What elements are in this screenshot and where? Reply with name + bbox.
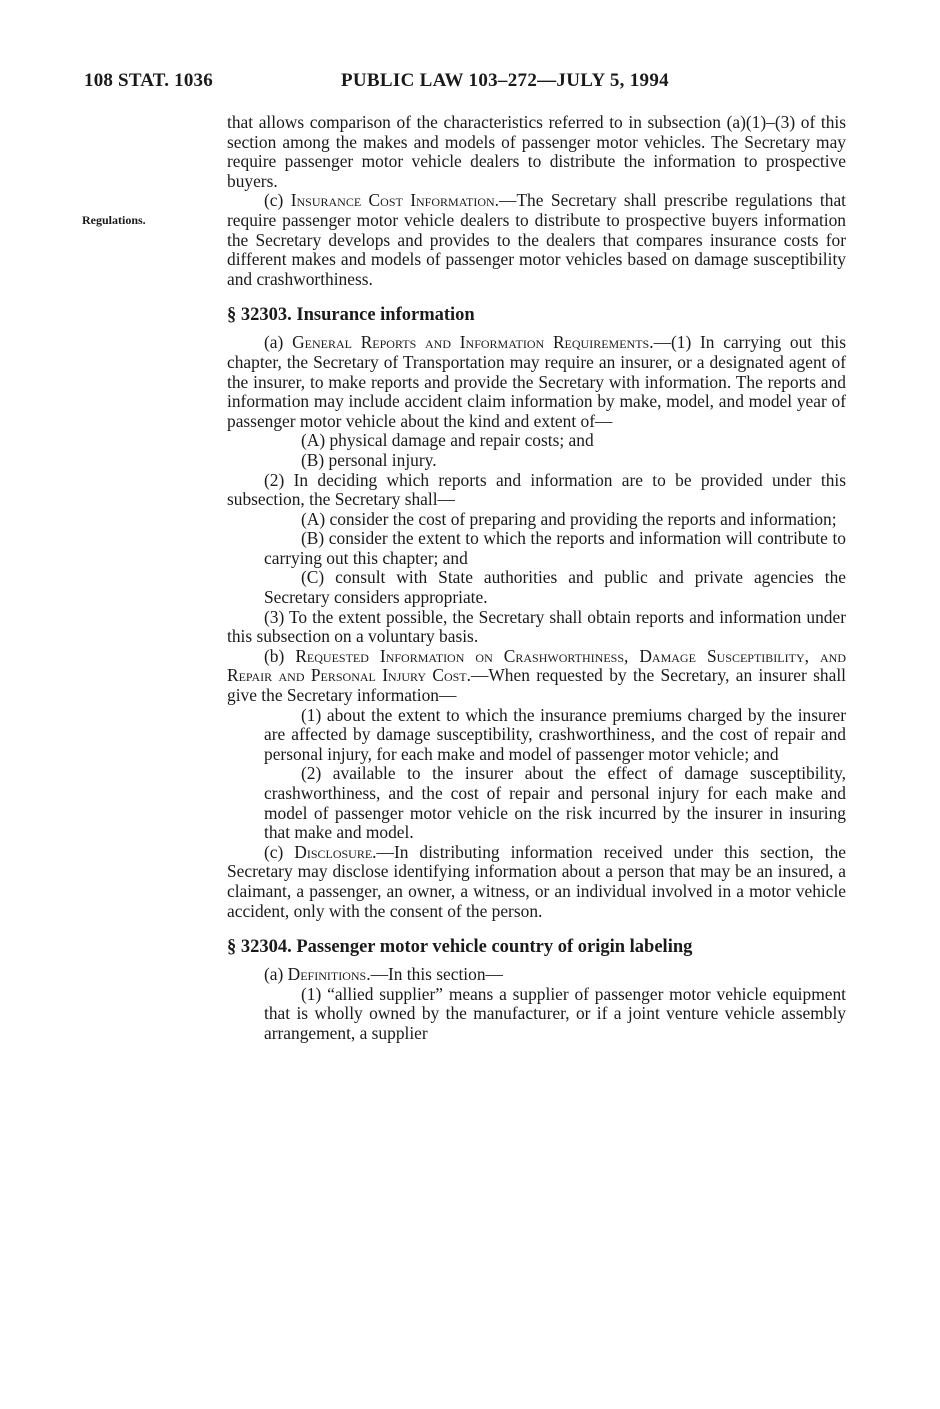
paragraph-text: —The Secretary shall prescribe regulations that require passenger motor vehicle dealers to distribute to prospective buyers information the Secretary develops and provides to the dealers that compares insurance costs for different makes and models of passenger motor vehicles based on damage susceptibility and crashworthiness. [227, 190, 847, 289]
paragraph-a-3: (3) To the extent possible, the Secretary shall obtain reports and information under this subsection on a voluntary basis. [227, 606, 846, 647]
paragraph-insurance-cost-information [227, 191, 846, 289]
subsection-text: —In distributing information received under this section, the Secretary may disclose identifying information about a person that may be an insured, a claimant, a passenger, an owner, a witness, or an individual involved in a motor vehicle accident, only with the consent of the person. [227, 841, 846, 921]
clause-a2-A: (A) consider the cost of preparing and providing the reports and information; [301, 508, 837, 529]
paragraph-continuation: that allows comparison of the characteristics referred to in subsection (a)(1)–(3) of this section among the makes and models of passenger motor vehicles. The Secretary may require passenger motor vehicle dealers to distribute the information to prospective buyers. [227, 112, 846, 191]
subsection-heading: Definitions. [287, 964, 371, 985]
subsection-label: (b) [264, 645, 296, 666]
subsection-label: (c) [264, 841, 295, 862]
document-body [227, 113, 846, 1044]
clause-a2-C: (C) consult with State authorities and public and private agencies the Secretary considers appropriate. [264, 567, 846, 608]
subsection-label: (a) [264, 964, 288, 985]
clause-b-1: (1) about the extent to which the insurance premiums charged by the insurer are affected by damage susceptibility, crashworthiness, and the cost of repair and personal injury, for each make and model of passenger motor vehicle; and [264, 704, 846, 764]
page-header [84, 70, 880, 98]
clause-a-A: (A) physical damage and repair costs; and [301, 430, 594, 451]
subsection-text: —(1) In carrying out this chapter, the Secretary of Transportation may require an insurer, or a designated agent of the insurer, to make reports and provide the Secretary with information. The reports and information may include accident claim information by make, model, and model year of passenger motor vehicle about the kind and extent of— [227, 332, 847, 431]
subsection-text: —When requested by the Secretary, an insurer shall give the Secretary information— [227, 665, 847, 706]
paragraph-heading: Insurance Cost Information. [290, 190, 500, 211]
statute-page-reference: 108 STAT. 1036 [84, 70, 213, 91]
margin-note-regulations: Regulations. [82, 213, 146, 227]
paragraph-a-2: (2) In deciding which reports and information are to be provided under this subsection, the Secretary shall— [227, 469, 846, 510]
clause-b-2: (2) available to the insurer about the effect of damage susceptibility, crashworthiness, and the cost of repair and personal injury for each make and model of passenger motor vehicle on the risk incurred by the insurer in insuring that make and model. [264, 763, 846, 843]
subsection-heading: General Reports and Information Requirements. [292, 332, 654, 353]
subsection-a-definitions [227, 965, 846, 985]
running-title: PUBLIC LAW 103–272—JULY 5, 1994 [341, 70, 669, 91]
subsection-c-disclosure [227, 843, 846, 921]
section-heading-32304: § 32304. Passenger motor vehicle country of origin labeling [227, 937, 693, 958]
clause-a2-B: (B) consider the extent to which the reports and information will contribute to carrying out this chapter; and [264, 528, 846, 568]
clause-a-B: (B) personal injury. [301, 449, 437, 470]
subsection-a-general-reports [227, 333, 846, 431]
subsection-text: —In this section— [370, 964, 503, 985]
subsection-b-requested-information [227, 647, 846, 706]
paragraph-label: (c) [264, 190, 291, 211]
clause-definitions-1: (1) “allied supplier” means a supplier of passenger motor vehicle equipment that is wholly owned by the manufacturer, or if a joint venture vehicle assembly arrangement, a supplier [264, 983, 846, 1043]
subsection-label: (a) [264, 332, 293, 353]
subsection-heading: Requested Information on Crashworthiness, Damage Susceptibility, and Repair and Personal Injury Cost. [227, 645, 846, 686]
section-heading-32303: § 32303. Insurance information [227, 305, 475, 326]
subsection-heading: Disclosure. [294, 841, 377, 862]
